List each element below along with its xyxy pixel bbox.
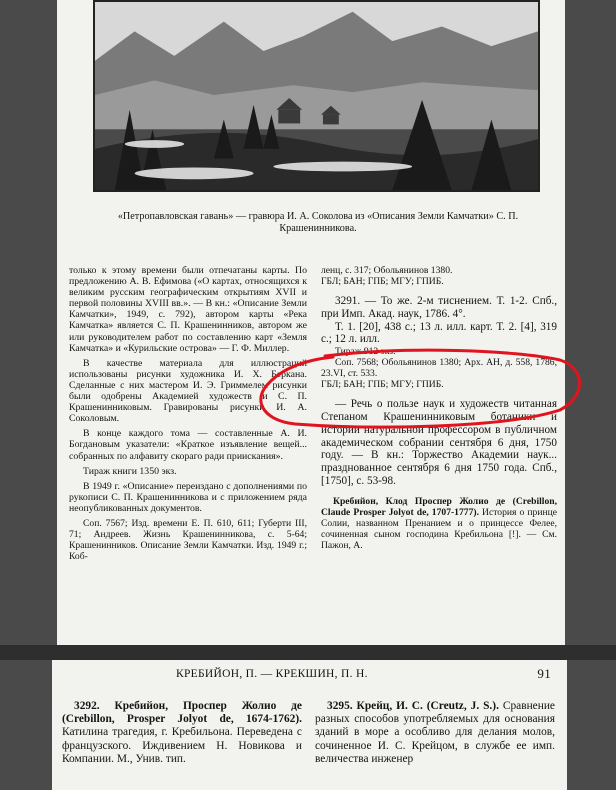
entry-3295-body: Сравнение разных способов употребляемых для основания зданий в море а особливо для делания молов, сочиненное И. С. Крейцом, в службе ее имп. величества инженер [315, 700, 555, 765]
paragraph: В 1949 г. «Описание» переиздано с дополнениями по рукописи С. П. Крашенинникова и с приложением ряда неопубликованных документов. [69, 480, 307, 514]
engraving-image [95, 2, 538, 190]
entry-3291-volumes: Т. 1. [20], 438 с.; 13 л. илл. карт. Т. 2. [4], 319 с.; 12 л. илл. [321, 320, 557, 346]
entry-3291-tirazh: Тираж 912 экз. [335, 346, 396, 358]
left-column [69, 265, 307, 566]
paragraph: Соп. 7567; Изд. времени Е. П. 610, 611; Губерти III, 71; Андреев. Жизнь Крашенинникова, с. 5-64; Крашенинников. Описание Земли Камчатки. Изд. 1949 г.; Коб- [69, 517, 307, 563]
entry-3292-head: 3292. Кребийон, Проспер Жолио де (Crebillon, Prosper Jolyot de, 1674-1762). [62, 700, 302, 726]
entry-3295 [315, 700, 555, 766]
paragraph: В качестве материала для иллюстраций использованы рисунки художника И. Х. Беркана. Сделанные с них мастером И. Э. Гриммелем рисунки были одобрены Академией художеств и С. П. Крашенинниковым. Гравированы рисунки И. А. Соколовым. [69, 357, 307, 425]
entry-crebillon-head: Кребийон, Клод Проспер Жолио де (Crebillon, Claude Prosper Jolyot de, 1707-1777). [321, 495, 557, 518]
paragraph: только к этому времени были отпечатаны карты. По предложению А. В. Ефимова («О картах, относящихся к великим русским географическим открытиям XVII и первой половины XVIII вв.». — В кн.: «Описание Земли Камчатки», 1949, с. 792), автором карты «Река Камчатка» является С. П. Крашенинников, автором же или руководителем работ по составлению карт «Земля Камчатка» и «Курильские острова» — Г. Ф. Миллер. [69, 265, 307, 354]
entry-3291-libs: ГБЛ; БАН; ГПБ; МГУ; ГПИБ. [321, 379, 444, 391]
entry-3291-refs: Соп. 7568; Обольянинов 1380; Арх. АН, д. 558, 1786, 23.VI, ст. 533. [321, 357, 557, 380]
entry-crebillon [321, 496, 557, 551]
book-page-bottom [52, 660, 567, 790]
book-page-top [57, 0, 565, 645]
running-head-title: КРЕБИЙОН, П. — КРЕКШИН, П. Н. [176, 668, 368, 680]
text-line: ленц, с. 317; Обольянинов 1380. [321, 265, 453, 276]
right-column [321, 265, 557, 551]
entry-crebillon-body: История о принце Солии, названном Пренанием и о принцессе Фелее, сочиненная сыном господина Кребильона [!]. — См. Пажон, А. [321, 506, 557, 551]
entry-3292 [62, 700, 302, 766]
entry-3295-head: 3295. Крейц, И. С. (Creutz, J. S.). [327, 700, 499, 712]
paragraph: В конце каждого тома — составленные А. И. Богдановым указатели: «Краткое изъявление вещей... собранных по алфавиту скораго ради приискания». [69, 428, 307, 462]
running-head [52, 666, 567, 684]
text-line: ГБЛ; БАН; ГПБ; МГУ; ГПИБ. [321, 276, 444, 287]
paragraph: Тираж книги 1350 экз. [83, 465, 177, 477]
illustration-caption: «Петропавловская гавань» — гравюра И. А. Соколова из «Описания Земли Камчатки» С. П. Крашенинникова. [117, 211, 519, 234]
engraving-illustration [93, 0, 540, 192]
entry-3292-body: Катилина трагедия, г. Кребильона. Переведена с французского. Иждивением Н. Новикова и Компании. М., Унив. тип. [62, 726, 302, 765]
entry-3291-main: 3291. — То же. 2-м тиснением. Т. 1-2. Спб., при Имп. Акад. наук, 1786. 4°. [321, 295, 557, 320]
page-gap [0, 645, 616, 660]
bottom-right-column [315, 700, 555, 766]
entry-rech: — Речь о пользе наук и художеств читанная Степаном Крашенинниковым ботаники и истории натуральной профессором в публичном академическом собрании сентября 6 дня, 1750 году. — В кн.: Торжество Академии наук... празднованное сентября 6 дня 1750 года. Спб., [1750], с. 53-98. [321, 398, 557, 487]
bottom-left-column [62, 700, 302, 766]
page-number: 91 [537, 666, 551, 681]
